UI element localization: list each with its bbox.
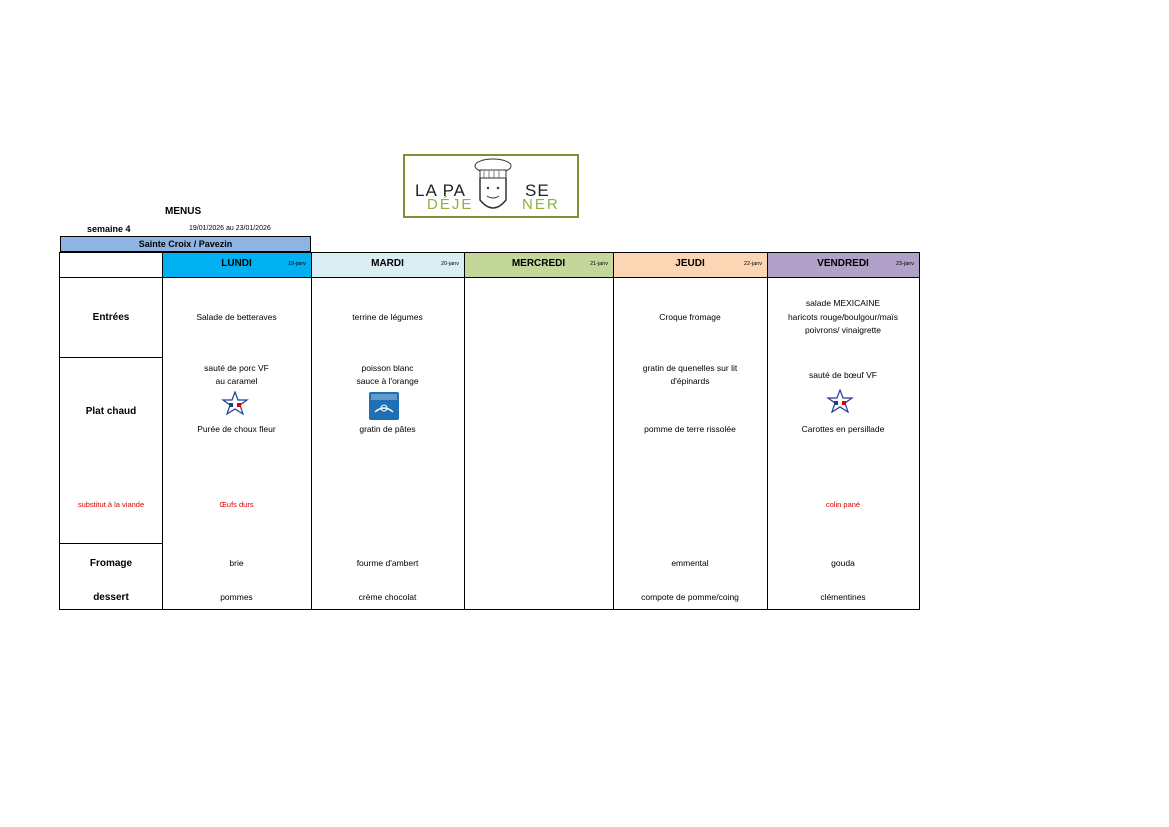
- grid-line: [59, 277, 920, 278]
- grid-line: [59, 357, 162, 358]
- la-pause-dejeuner-logo: [403, 154, 579, 218]
- day-name: VENDREDI: [817, 258, 869, 269]
- grid-line: [59, 252, 60, 610]
- lundi-dessert: pommes: [220, 592, 253, 602]
- week-label: semaine 4: [87, 224, 131, 234]
- vendredi-dessert: clémentines: [820, 592, 866, 602]
- row-label-dessert: dessert: [93, 592, 129, 603]
- vendredi-entree-line2: haricots rouge/boulgour/maïs: [787, 312, 899, 322]
- day-name: JEUDI: [675, 258, 705, 269]
- lundi-fromage: brie: [229, 558, 244, 568]
- mardi-entree: terrine de légumes: [352, 312, 423, 322]
- mardi-dessert: crème chocolat: [358, 592, 417, 602]
- chef-hat-face-icon: [473, 158, 513, 216]
- vendredi-plat: sauté de bœuf VF: [808, 370, 878, 380]
- lundi-garniture: Purée de choux fleur: [197, 424, 276, 434]
- day-name: MARDI: [371, 258, 404, 269]
- date-range: 19/01/2026 au 23/01/2026: [189, 225, 271, 232]
- viande-francaise-badge-icon: [825, 389, 855, 415]
- day-date: 19-janv: [287, 261, 306, 267]
- mardi-fromage: fourme d'ambert: [356, 558, 419, 568]
- day-name: LUNDI: [221, 258, 252, 269]
- jeudi-fromage: emmental: [671, 558, 709, 568]
- day-header-mercredi: [464, 253, 613, 277]
- logo-text-la-pa: LA PA: [415, 181, 466, 200]
- day-header-lundi: [162, 253, 311, 277]
- row-label-fromage: Fromage: [89, 558, 133, 569]
- grid-line: [464, 252, 465, 610]
- day-date: 23-janv: [895, 261, 914, 267]
- jeudi-garniture: pomme de terre rissolée: [644, 424, 736, 434]
- jeudi-entree: Croque fromage: [659, 312, 721, 322]
- lundi-plat-line1: sauté de porc VF: [204, 363, 269, 373]
- vendredi-substitut: colin pané: [825, 500, 861, 509]
- row-label-substitut: substitut à la viande: [77, 500, 145, 509]
- vendredi-garniture: Carottes en persillade: [801, 424, 885, 434]
- row-label-plat-chaud: Plat chaud: [85, 406, 137, 417]
- vendredi-fromage: gouda: [831, 558, 855, 568]
- logo-text-ner: NER: [522, 196, 560, 213]
- day-date: 22-janv: [743, 261, 762, 267]
- mardi-plat-line1: poisson blanc: [361, 363, 414, 373]
- grid-line: [59, 609, 920, 610]
- site-label: Sainte Croix / Pavezin: [60, 236, 311, 252]
- jeudi-dessert: compote de pomme/coing: [641, 592, 739, 602]
- day-header-vendredi: [767, 253, 919, 277]
- grid-line: [919, 252, 920, 610]
- logo-text-se: SE: [525, 181, 550, 200]
- grid-line: [59, 543, 162, 544]
- menus-title: MENUS: [165, 206, 202, 217]
- vendredi-entree-line3: poivrons/ vinaigrette: [804, 325, 882, 335]
- jeudi-plat-line1: gratin de quenelles sur lit: [642, 363, 738, 373]
- mardi-garniture: gratin de pâtes: [359, 424, 416, 434]
- logo-text-deje: DÉJE: [427, 196, 474, 213]
- lundi-plat-line2: au caramel: [215, 376, 258, 386]
- day-header-mardi: [311, 253, 464, 277]
- day-name: MERCREDI: [511, 258, 566, 269]
- day-date: 20-janv: [440, 261, 459, 267]
- peche-durable-msc-badge-icon: [369, 392, 399, 420]
- jeudi-plat-line2: d'épinards: [670, 376, 710, 386]
- lundi-entree: Salade de betteraves: [196, 312, 277, 322]
- viande-francaise-badge-icon: [220, 391, 250, 417]
- day-header-jeudi: [613, 253, 767, 277]
- mardi-plat-line2: sauce à l'orange: [356, 376, 419, 386]
- day-date: 21-janv: [589, 261, 608, 267]
- grid-line: [59, 252, 920, 253]
- lundi-substitut: Œufs durs: [219, 500, 254, 509]
- vendredi-entree-line1: salade MEXICAINE: [805, 298, 881, 308]
- row-label-entrees: Entrées: [92, 312, 130, 323]
